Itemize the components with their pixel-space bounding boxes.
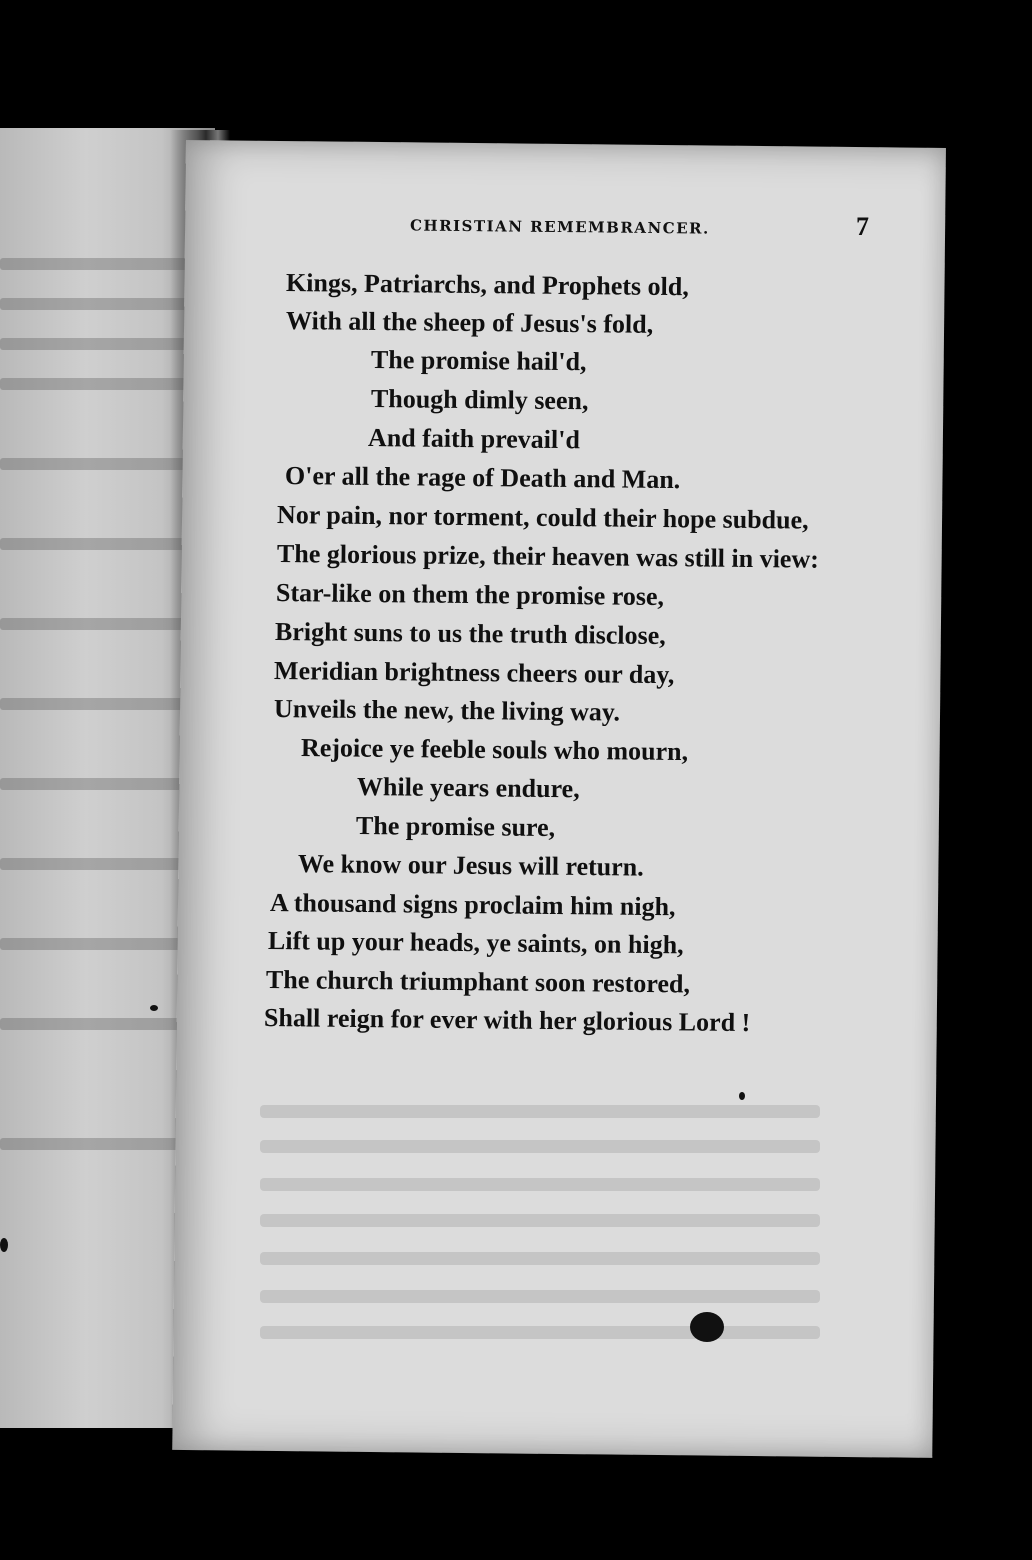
poem-line: Bright suns to us the truth disclose, bbox=[274, 617, 666, 651]
ink-blot bbox=[690, 1312, 724, 1342]
poem-line: Kings, Patriarchs, and Prophets old, bbox=[285, 268, 689, 302]
poem-line: Nor pain, nor torment, could their hope subdue, bbox=[276, 500, 809, 535]
poem-line: Shall reign for ever with her glorious Lord ! bbox=[263, 1003, 751, 1038]
poem-line: While years endure, bbox=[356, 772, 580, 804]
poem-line: O'er all the rage of Death and Man. bbox=[284, 461, 681, 495]
ink-speck bbox=[150, 1005, 158, 1011]
poem-line: The glorious prize, their heaven was still in view: bbox=[276, 539, 820, 574]
poem-line: Though dimly seen, bbox=[370, 384, 589, 416]
ink-speck bbox=[0, 1238, 8, 1252]
poem-line: The church triumphant soon restored, bbox=[265, 965, 691, 999]
page-number: 7 bbox=[856, 212, 869, 241]
poem-line: The promise sure, bbox=[355, 811, 556, 843]
poem-line: The promise hail'd, bbox=[370, 345, 587, 377]
poem-line: A thousand signs proclaim him nigh, bbox=[269, 888, 676, 922]
poem-line: Star-like on them the promise rose, bbox=[275, 578, 665, 612]
poem-line: Unveils the new, the living way. bbox=[273, 694, 621, 727]
poem-line: And faith prevail'd bbox=[367, 423, 581, 455]
poem-line: With all the sheep of Jesus's fold, bbox=[285, 306, 654, 339]
running-title: CHRISTIAN REMEMBRANCER. bbox=[409, 216, 710, 238]
poem-line: Rejoice ye feeble souls who mourn, bbox=[300, 733, 689, 767]
poem-line: We know our Jesus will return. bbox=[297, 849, 644, 882]
ink-speck bbox=[739, 1092, 745, 1100]
poem-line: Meridian brightness cheers our day, bbox=[273, 656, 675, 690]
poem-line: Lift up your heads, ye saints, on high, bbox=[267, 926, 684, 960]
